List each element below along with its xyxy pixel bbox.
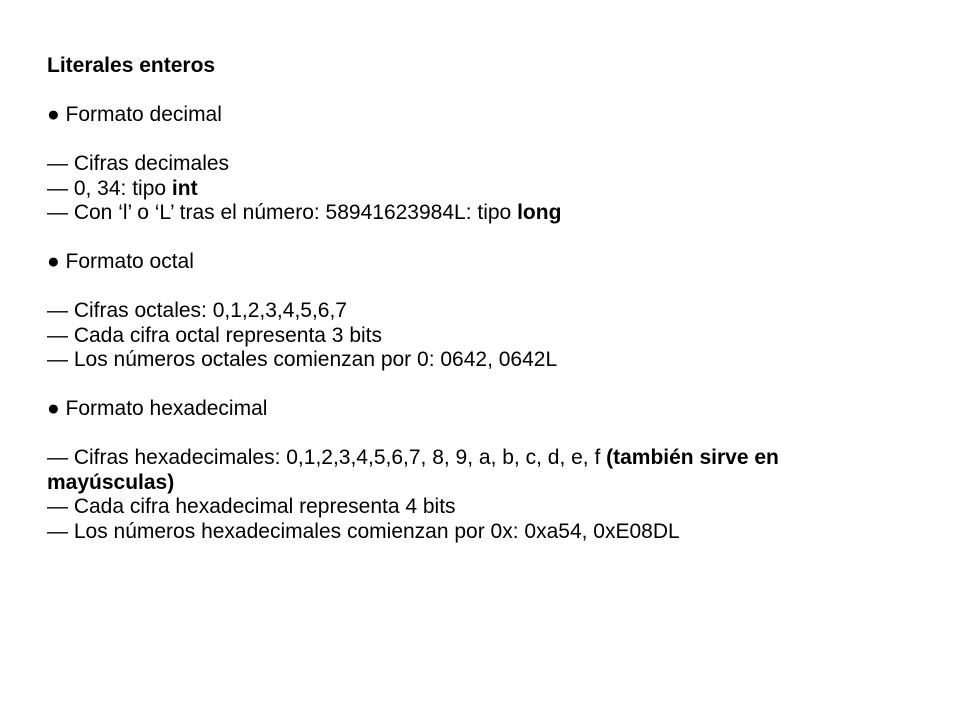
decimal-line-3-text: — Con ‘l’ o ‘L’ tras el número: 58941623984L: tipo — [47, 201, 518, 224]
hex-line-1-note-end: mayúsculas) — [47, 470, 175, 494]
spacer — [47, 422, 907, 447]
hex-line-1-note: (también sirve en — [606, 446, 779, 469]
decimal-line-3 — [47, 201, 907, 226]
page-title: Literales enteros — [47, 54, 216, 77]
hex-line-1-continued — [47, 471, 907, 496]
octal-heading: ● Formato octal — [47, 250, 194, 273]
spacer — [47, 128, 907, 153]
slide-content — [47, 54, 907, 544]
octal-line-3: — Los números octales comienzan por 0: 0642, 0642L — [47, 348, 558, 371]
hex-line-3: — Los números hexadecimales comienzan por 0x: 0xa54, 0xE08DL — [47, 519, 680, 543]
octal-line-1: — Cifras octales: 0,1,2,3,4,5,6,7 — [47, 299, 347, 322]
spacer — [47, 373, 907, 398]
hex-line-1 — [47, 446, 907, 471]
spacer — [47, 226, 907, 251]
spacer — [47, 275, 907, 300]
hex-line-2: — Cada cifra hexadecimal representa 4 bits — [47, 495, 456, 518]
decimal-line-2-text: — 0, 34: tipo — [47, 176, 172, 200]
hex-line-1-text: — Cifras hexadecimales: 0,1,2,3,4,5,6,7, 8, 9, a, b, c, d, e, f — [47, 446, 607, 469]
hex-heading: ● Formato hexadecimal — [47, 397, 268, 420]
octal-line-2: — Cada cifra octal representa 3 bits — [47, 323, 382, 347]
decimal-heading: ● Formato decimal — [47, 103, 222, 126]
decimal-line-1: — Cifras decimales — [47, 152, 230, 175]
decimal-line-2 — [47, 177, 907, 202]
spacer — [47, 79, 907, 104]
decimal-line-2-type: int — [171, 176, 198, 200]
decimal-line-3-type: long — [517, 201, 562, 224]
